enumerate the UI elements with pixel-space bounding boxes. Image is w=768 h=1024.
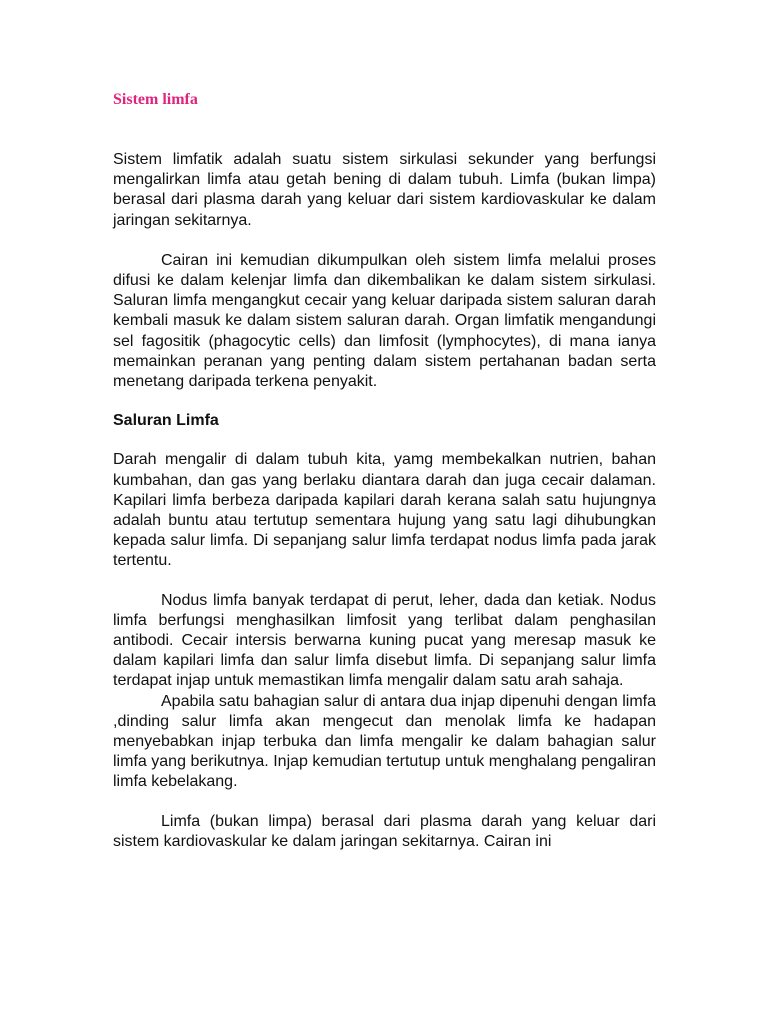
paragraph-intro: Sistem limfatik adalah suatu sistem sirkulasi sekunder yang berfungsi mengalirkan limfa atau getah bening di dalam tubuh. Limfa (bukan limpa) berasal dari plasma darah yang keluar dari sistem kardiovaskular ke dalam jaringan sekitarnya.	[113, 151, 656, 229]
document-body	[113, 150, 656, 852]
paragraph-limfa-continued: Limfa (bukan limpa) berasal dari plasma darah yang keluar dari sistem kardiovaskular ke dalam jaringan sekitarnya. Cairan ini	[113, 812, 656, 850]
document-title: Sistem limfa	[113, 91, 198, 108]
paragraph-nodus: Nodus limfa banyak terdapat di perut, leher, dada dan ketiak. Nodus limfa berfungsi menghasilkan limfosit yang terlibat dalam penghasilan antibodi. Cecair intersis berwarna kuning pucat yang meresap masuk ke dalam kapilari limfa dan salur limfa disebut limfa. Di sepanjang salur limfa terdapat injap untuk memastikan limfa mengalir dalam satu arah sahaja.	[113, 591, 656, 690]
paragraph-apabila: Apabila satu bahagian salur di antara dua injap dipenuhi dengan limfa ,dinding salur limfa akan mengecut dan menolak limfa ke hadapan menyebabkan injap terbuka dan limfa mengalir ke dalam bahagian salur limfa yang berikutnya. Injap kemudian tertutup untuk menghalang pengaliran limfa kebelakang.	[113, 692, 656, 791]
section-heading-saluran-limfa: Saluran Limfa	[113, 412, 219, 430]
paragraph-darah: Darah mengalir di dalam tubuh kita, yamg membekalkan nutrien, bahan kumbahan, dan gas yang berlaku diantara darah dan juga cecair dalaman. Kapilari limfa berbeza daripada kapilari darah kerana salah satu hujungnya adalah buntu atau tertutup sementara hujung yang satu lagi dihubungkan kepada salur limfa. Di sepanjang salur limfa terdapat nodus limfa pada jarak tertentu.	[113, 451, 656, 570]
paragraph-cairan: Cairan ini kemudian dikumpulkan oleh sistem limfa melalui proses difusi ke dalam kelenjar limfa dan dikembalikan ke dalam sistem sirkulasi. Saluran limfa mengangkut cecair yang keluar daripada sistem saluran darah kembali masuk ke dalam sistem saluran darah. Organ limfatik mengandungi sel fagositik (phagocytic cells) dan limfosit (lymphocytes), di mana ianya memainkan peranan yang penting dalam sistem pertahanan badan serta menetang daripada terkena penyakit.	[113, 251, 656, 391]
